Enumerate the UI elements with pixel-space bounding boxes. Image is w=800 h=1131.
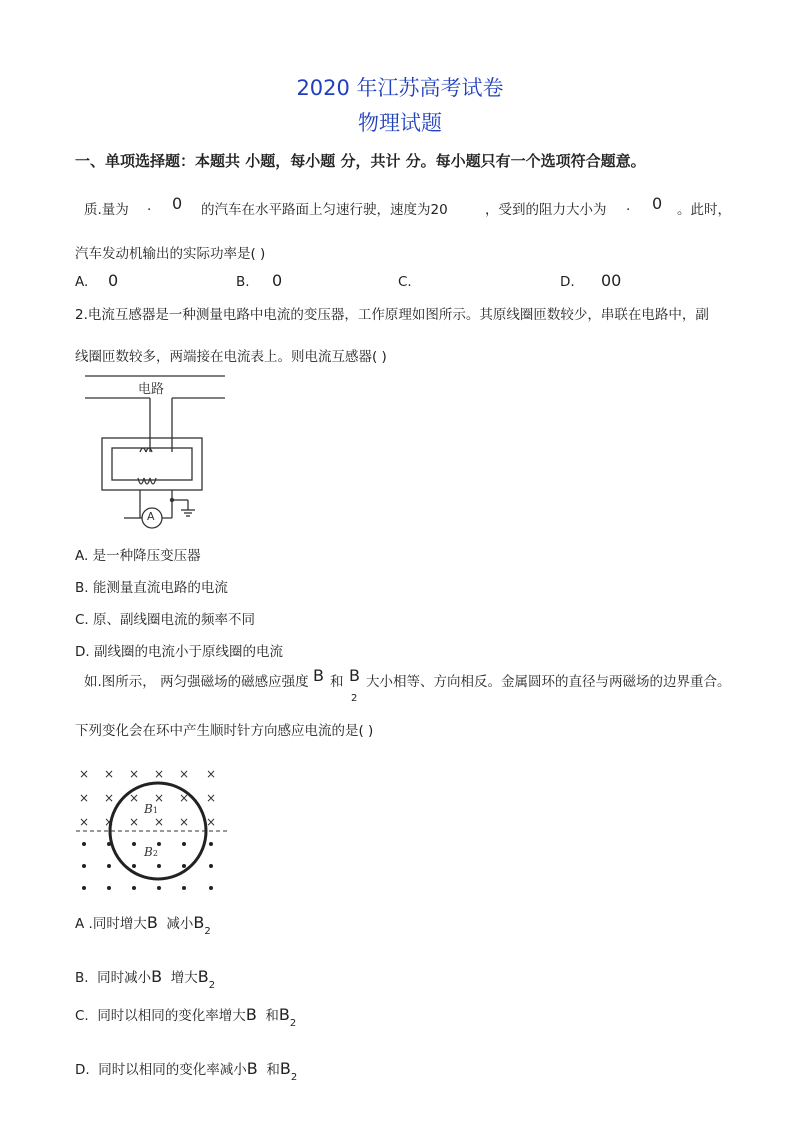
field-out-of-page-mark bbox=[82, 886, 86, 890]
field-out-of-page-mark bbox=[132, 886, 136, 890]
q3-text-line1-b: 大小相等、方向相反。金属圆环的直径与两磁场的边界重合。 bbox=[366, 674, 731, 690]
field-out-of-page-mark bbox=[182, 864, 186, 868]
q3-option-d-text-b: 和 bbox=[266, 1062, 280, 1078]
q3-option-c-text-b: 和 bbox=[265, 1008, 279, 1024]
field-into-page-mark: × bbox=[78, 767, 90, 781]
field-out-of-page-mark bbox=[82, 842, 86, 846]
q3-option-b[interactable] bbox=[75, 966, 215, 991]
circuit-label: 电路 bbox=[138, 382, 165, 397]
page-subtitle: 物理试题 bbox=[358, 111, 442, 135]
field-into-page-mark: × bbox=[78, 815, 90, 829]
field-label-b1 bbox=[144, 802, 158, 816]
field-out-of-page-mark bbox=[82, 864, 86, 868]
q3-option-d-sub: 2 bbox=[290, 1072, 298, 1083]
q3-option-b-prefix: B. bbox=[75, 970, 89, 986]
field-out-of-page-mark bbox=[209, 842, 213, 846]
field-into-page-mark: × bbox=[128, 767, 140, 781]
q1-num1: 0 bbox=[172, 194, 183, 213]
q2-option-b[interactable]: B. 能测量直流电路的电流 bbox=[75, 580, 228, 596]
q3-b-symbol-2: B bbox=[349, 666, 360, 685]
q3-option-d-prefix: D. bbox=[75, 1062, 90, 1078]
field-into-page-mark: × bbox=[205, 791, 217, 805]
q3-and: 和 bbox=[330, 674, 344, 690]
field-into-page-mark: × bbox=[178, 815, 190, 829]
q2-option-a[interactable]: A. 是一种降压变压器 bbox=[75, 548, 201, 564]
field-into-page-mark: × bbox=[153, 815, 165, 829]
q3-option-a-text-b: 减小 bbox=[166, 916, 194, 932]
section-heading: 一、单项选择题：本题共 小题，每小题 分，共计 分。每小题只有一个选项符合题意。 bbox=[75, 152, 646, 170]
field-into-page-mark: × bbox=[78, 791, 90, 805]
field-label-b1-sub: 1 bbox=[152, 806, 158, 815]
junction-dot bbox=[170, 498, 174, 502]
q1-num2: 0 bbox=[652, 194, 663, 213]
q3-option-b-b: B bbox=[151, 967, 163, 986]
q3-text-line1-a: 如.图所示， 两匀强磁场的磁感应强度 bbox=[84, 674, 309, 690]
field-out-of-page-mark bbox=[132, 864, 136, 868]
q3-b-symbol: B bbox=[313, 666, 324, 685]
field-label-b2-sub: 2 bbox=[152, 849, 158, 858]
q3-option-c[interactable] bbox=[75, 1004, 296, 1029]
q1-text-seg3: ，受到的阻力大小为 bbox=[485, 202, 607, 218]
q3-option-d[interactable] bbox=[75, 1058, 297, 1083]
q1-option-d-value: 00 bbox=[601, 271, 622, 290]
q3-option-c-text-a: 同时以相同的变化率增大 bbox=[97, 1008, 246, 1024]
q3-option-d-text-a: 同时以相同的变化率减小 bbox=[98, 1062, 247, 1078]
q3-option-a-b2: B bbox=[193, 913, 205, 932]
q2-text-line1: 2.电流互感器是一种测量电路中电流的变压器，工作原理如图所示。其原线圈匝数较少，串联在电路中，副 bbox=[75, 307, 709, 323]
q1-option-d-label[interactable]: D. bbox=[560, 274, 575, 290]
q3-option-c-b: B bbox=[245, 1005, 257, 1024]
field-into-page-mark: × bbox=[103, 815, 115, 829]
q3-option-b-sub: 2 bbox=[208, 980, 216, 991]
field-out-of-page-mark bbox=[107, 864, 111, 868]
field-out-of-page-mark bbox=[182, 886, 186, 890]
field-label-b2-letter: B bbox=[144, 845, 153, 859]
field-out-of-page-mark bbox=[209, 864, 213, 868]
field-into-page-mark: × bbox=[153, 791, 165, 805]
field-label-b1-letter: B bbox=[144, 802, 153, 816]
field-into-page-mark: × bbox=[205, 767, 217, 781]
field-into-page-mark: × bbox=[178, 791, 190, 805]
q1-text-seg2: 的汽车在水平路面上匀速行驶，速度为20 bbox=[201, 202, 448, 218]
q1-option-c-label[interactable]: C. bbox=[398, 274, 412, 290]
q3-option-a[interactable] bbox=[75, 912, 211, 937]
q3-option-a-sub: 2 bbox=[204, 926, 211, 937]
ammeter-label: A bbox=[147, 510, 155, 523]
q3-option-b-b2: B bbox=[197, 967, 209, 986]
field-out-of-page-mark bbox=[182, 842, 186, 846]
field-out-of-page-mark bbox=[157, 886, 161, 890]
q3-option-d-b2: B bbox=[279, 1059, 291, 1078]
field-into-page-mark: × bbox=[153, 767, 165, 781]
q1-option-a-label[interactable]: A. bbox=[75, 274, 89, 290]
q3-option-b-text-a: 同时减小 bbox=[97, 970, 152, 986]
field-into-page-mark: × bbox=[103, 791, 115, 805]
q2-option-d[interactable]: D. 副线圈的电流小于原线圈的电流 bbox=[75, 644, 283, 660]
field-into-page-mark: × bbox=[205, 815, 217, 829]
q3-option-c-b2: B bbox=[278, 1005, 290, 1024]
q3-option-a-prefix: A . bbox=[75, 916, 93, 932]
q2-option-c[interactable]: C. 原、副线圈电流的频率不同 bbox=[75, 612, 256, 628]
q3-subscript: 2 bbox=[351, 693, 358, 704]
field-into-page-mark: × bbox=[128, 815, 140, 829]
magnetic-field-diagram bbox=[74, 764, 230, 898]
field-into-page-mark: × bbox=[128, 791, 140, 805]
q1-option-b-value: 0 bbox=[272, 271, 283, 290]
q3-option-b-text-b: 增大 bbox=[170, 970, 198, 986]
field-out-of-page-mark bbox=[132, 842, 136, 846]
q1-text-seg4: 。此时， bbox=[677, 202, 731, 218]
q1-text-seg1: 质.量为 bbox=[84, 202, 129, 218]
q1-option-a-value: 0 bbox=[108, 271, 119, 290]
page-title: 2020 年江苏高考试卷 bbox=[296, 76, 504, 100]
q1-dot1: . bbox=[147, 198, 152, 214]
q3-text-line2: 下列变化会在环中产生顺时针方向感应电流的是( ) bbox=[75, 723, 374, 739]
field-into-page-mark: × bbox=[103, 767, 115, 781]
q2-text-line2: 线圈匝数较多，两端接在电流表上。则电流互感器( ) bbox=[75, 349, 387, 365]
q3-option-c-sub: 2 bbox=[289, 1018, 297, 1029]
field-out-of-page-mark bbox=[107, 886, 111, 890]
field-into-page-mark: × bbox=[178, 767, 190, 781]
q3-option-d-b: B bbox=[246, 1059, 258, 1078]
q3-option-c-prefix: C. bbox=[75, 1008, 89, 1024]
q3-option-a-b: B bbox=[146, 913, 158, 932]
q3-option-a-text-a: 同时增大 bbox=[92, 916, 147, 932]
field-label-b2 bbox=[144, 845, 158, 859]
q1-text-line2: 汽车发动机输出的实际功率是( ) bbox=[75, 246, 266, 262]
field-out-of-page-mark bbox=[209, 886, 213, 890]
q1-option-b-label[interactable]: B. bbox=[236, 274, 250, 290]
field-out-of-page-mark bbox=[157, 864, 161, 868]
q1-dot2: . bbox=[626, 198, 631, 214]
